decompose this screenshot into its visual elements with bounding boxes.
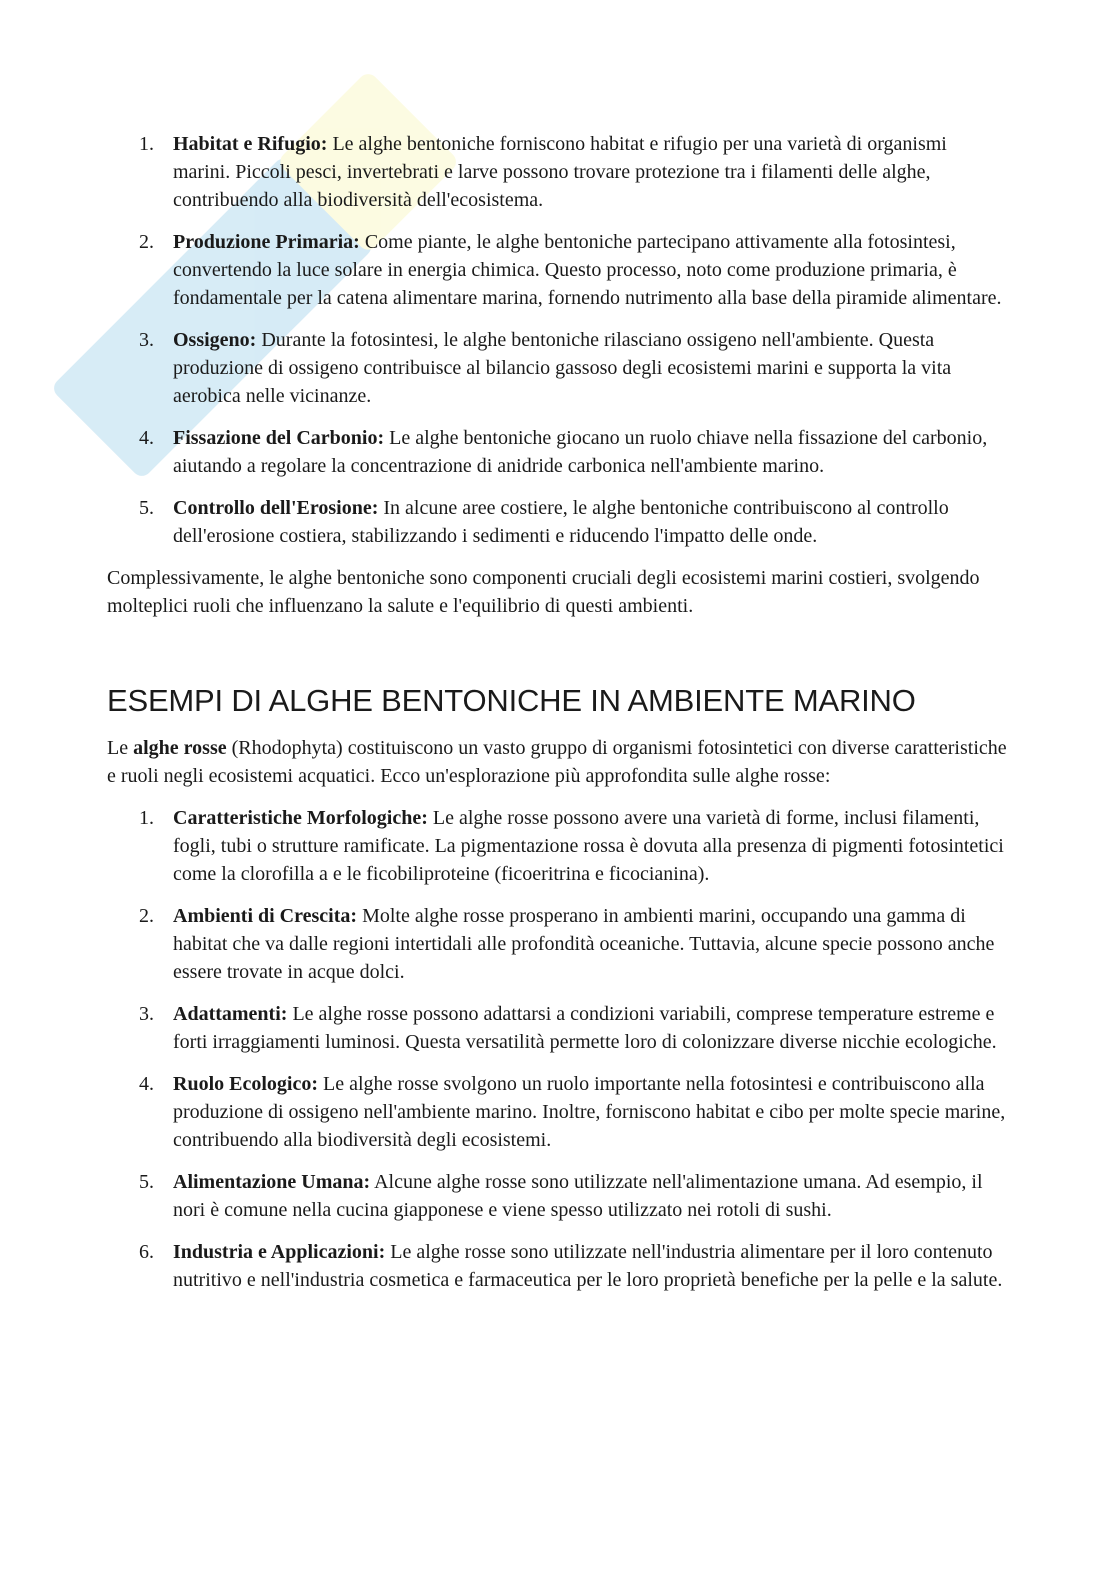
list-item-term: Ossigeno: [173,329,257,351]
list-item-term: Fissazione del Carbonio: [173,427,385,449]
list-item-term: Adattamenti: [173,1003,288,1025]
list-item-term: Ruolo Ecologico: [173,1073,318,1095]
list-item [107,326,1007,410]
list-number: 6. [139,1241,154,1263]
list-item-term: Ambienti di Crescita: [173,905,358,927]
list-item-term: Industria e Applicazioni: [173,1241,386,1263]
list-item [107,1000,1007,1056]
list-number: 2. [139,905,154,927]
list-number: 1. [139,133,154,155]
intro-rest: (Rhodophyta) costituiscono un vasto gruppo di organismi fotosintetici con diverse caratteristiche e ruoli negli ecosistemi acquatici. Ecco un'esplorazione più approfondita sulle alghe rosse: [107,737,1007,787]
list-item-term: Produzione Primaria: [173,231,360,253]
list-item [107,130,1007,214]
list-item [107,902,1007,986]
list-item-text: Le alghe rosse possono avere una varietà di forme, inclusi filamenti, fogli, tubi o strutture ramificate. La pigmentazione rossa è dovuta alla presenza di pigmenti fotosintetici come la clorofilla a e le ficobiliproteine (ficoeritrina e ficocianina). [173,807,1004,885]
list-item-term: Caratteristiche Morfologiche: [173,807,428,829]
list-number: 5. [139,497,154,519]
list-number: 4. [139,427,154,449]
summary-paragraph: Complessivamente, le alghe bentoniche sono componenti cruciali degli ecosistemi marini costieri, svolgendo molteplici ruoli che influenzano la salute e l'equilibrio di questi ambienti. [107,567,980,617]
list-item-text: Molte alghe rosse prosperano in ambienti marini, occupando una gamma di habitat che va dalle regioni intertidali alle profondità oceaniche. Tuttavia, alcune specie possono anche essere trovate in acque dolci. [173,905,995,983]
list-item-text: In alcune aree costiere, le alghe bentoniche contribuiscono al controllo dell'erosione costiera, stabilizzando i sedimenti e riducendo l'impatto delle onde. [173,497,949,547]
list-item-term: Controllo dell'Erosione: [173,497,379,519]
list-item [107,494,1007,550]
list-item-text: Alcune alghe rosse sono utilizzate nell'alimentazione umana. Ad esempio, il nori è comune nella cucina giapponese e viene spesso utilizzato nei rotoli di sushi. [173,1171,983,1221]
document-page [107,130,1007,1308]
list-number: 3. [139,1003,154,1025]
section-heading: ESEMPI DI ALGHE BENTONICHE IN AMBIENTE MARINO [107,683,916,718]
list-item-text: Le alghe rosse sono utilizzate nell'industria alimentare per il loro contenuto nutritivo e nell'industria cosmetica e farmaceutica per le loro proprietà benefiche per la pelle e la salute. [173,1241,1003,1291]
list-item-term: Alimentazione Umana: [173,1171,371,1193]
benthic-algae-roles-list [107,130,1007,550]
intro-bold-term: alghe rosse [133,737,227,759]
list-number: 1. [139,807,154,829]
list-number: 2. [139,231,154,253]
list-item-text: Le alghe bentoniche giocano un ruolo chiave nella fissazione del carbonio, aiutando a regolare la concentrazione di anidride carbonica nell'ambiente marino. [173,427,988,477]
list-item-text: Le alghe rosse svolgono un ruolo importante nella fotosintesi e contribuiscono alla produzione di ossigeno nell'ambiente marino. Inoltre, forniscono habitat e cibo per molte specie marine, contribuendo alla biodiversità degli ecosistemi. [173,1073,1006,1151]
list-item [107,1168,1007,1224]
intro-prefix: Le [107,737,134,759]
list-item-text: Le alghe bentoniche forniscono habitat e rifugio per una varietà di organismi marini. Piccoli pesci, invertebrati e larve possono trovare protezione tra i filamenti delle alghe, contribuendo alla biodiversità dell'ecosistema. [173,133,947,211]
list-item [107,228,1007,312]
list-item [107,424,1007,480]
list-item-text: Come piante, le alghe bentoniche partecipano attivamente alla fotosintesi, convertendo la luce solare in energia chimica. Questo processo, noto come produzione primaria, è fondamentale per la catena alimentare marina, fornendo nutrimento alla base della piramide alimentare. [173,231,1002,309]
list-number: 3. [139,329,154,351]
red-algae-intro [107,734,1007,790]
list-item-text: Durante la fotosintesi, le alghe bentoniche rilasciano ossigeno nell'ambiente. Questa produzione di ossigeno contribuisce al bilancio gassoso degli ecosistemi marini e supporta la vita aerobica nelle vicinanze. [173,329,952,407]
list-number: 4. [139,1073,154,1095]
list-item [107,1070,1007,1154]
list-item [107,1238,1007,1294]
red-algae-features-list [107,804,1007,1294]
list-number: 5. [139,1171,154,1193]
list-item-term: Habitat e Rifugio: [173,133,328,155]
list-item-text: Le alghe rosse possono adattarsi a condizioni variabili, comprese temperature estreme e forti irraggiamenti luminosi. Questa versatilità permette loro di colonizzare diverse nicchie ecologiche. [173,1003,997,1053]
list-item [107,804,1007,888]
